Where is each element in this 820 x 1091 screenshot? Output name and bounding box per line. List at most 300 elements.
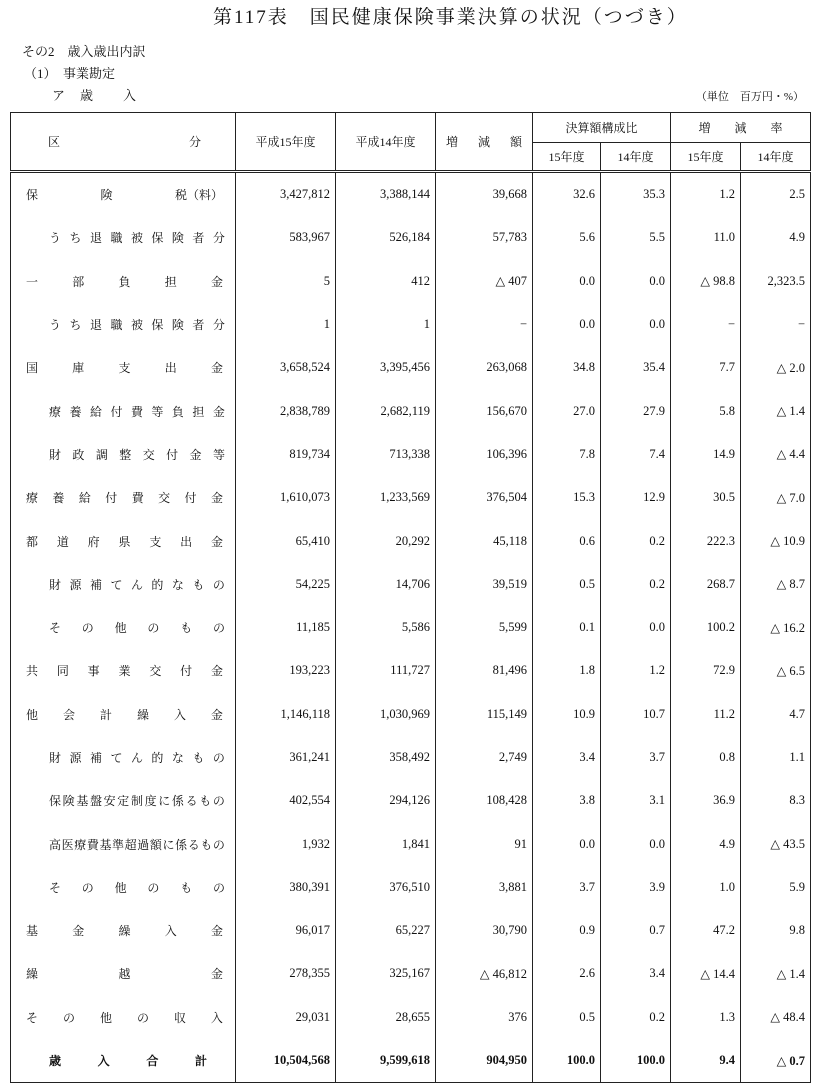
growth-fy15-value: 1.2 bbox=[671, 172, 741, 217]
label-glyph: て bbox=[110, 577, 123, 592]
label-glyph: 分 bbox=[188, 135, 201, 149]
row-label-cell bbox=[11, 606, 236, 649]
fy14-value: 358,492 bbox=[336, 736, 436, 779]
label-glyph: 療 bbox=[74, 837, 87, 852]
change-value: 904,950 bbox=[436, 1039, 533, 1083]
label-glyph: 府 bbox=[87, 534, 100, 549]
fy14-value: 65,227 bbox=[336, 909, 436, 952]
label-glyph: う bbox=[49, 231, 62, 246]
fy15-value: 3,427,812 bbox=[236, 172, 336, 217]
growth-fy15-value: 11.2 bbox=[671, 693, 741, 736]
table-row bbox=[11, 563, 811, 606]
label-glyph: の bbox=[62, 1010, 75, 1025]
revenue-table bbox=[10, 112, 811, 1083]
label-glyph: 他 bbox=[99, 1010, 112, 1025]
growth-fy14-value: △ 7.0 bbox=[741, 476, 811, 519]
fy14-value: 1,841 bbox=[336, 822, 436, 865]
fy14-value: 325,167 bbox=[336, 952, 436, 995]
change-value: 156,670 bbox=[436, 389, 533, 432]
label-glyph: も bbox=[192, 577, 205, 592]
composition-fy15-value: 34.8 bbox=[533, 346, 601, 389]
composition-fy15-value: 0.5 bbox=[533, 563, 601, 606]
label-glyph: 保 bbox=[151, 318, 164, 333]
change-value: 263,068 bbox=[436, 346, 533, 389]
label-glyph: 金 bbox=[210, 491, 223, 506]
composition-fy14-value: 3.1 bbox=[601, 779, 671, 822]
composition-fy15-value: 2.6 bbox=[533, 952, 601, 995]
row-label-cell bbox=[11, 952, 236, 995]
row-label-cell bbox=[11, 1039, 236, 1083]
change-value: 115,149 bbox=[436, 693, 533, 736]
label-glyph: 財 bbox=[49, 447, 62, 462]
growth-fy15-value: 47.2 bbox=[671, 909, 741, 952]
label-glyph: 交 bbox=[149, 664, 162, 679]
fy15-value: 10,504,568 bbox=[236, 1039, 336, 1083]
growth-fy14-value: 5.9 bbox=[741, 866, 811, 909]
fy15-value: 583,967 bbox=[236, 216, 336, 259]
fy14-value: 526,184 bbox=[336, 216, 436, 259]
label-glyph: 補 bbox=[89, 577, 102, 592]
row-label bbox=[49, 749, 225, 766]
label-glyph: の bbox=[212, 880, 225, 895]
composition-fy15-value: 0.5 bbox=[533, 996, 601, 1039]
table-row bbox=[11, 172, 811, 217]
label-glyph: 金 bbox=[189, 447, 202, 462]
composition-fy15-value: 0.0 bbox=[533, 303, 601, 346]
label-glyph: 繰 bbox=[26, 967, 39, 982]
composition-fy15-value: 3.4 bbox=[533, 736, 601, 779]
row-label-cell bbox=[11, 866, 236, 909]
growth-fy14-value: △ 6.5 bbox=[741, 649, 811, 692]
label-glyph: 養 bbox=[69, 404, 82, 419]
fy14-value: 111,727 bbox=[336, 649, 436, 692]
label-glyph: 金 bbox=[210, 707, 223, 722]
growth-fy15-value: 1.3 bbox=[671, 996, 741, 1039]
composition-fy14-value: 35.4 bbox=[601, 346, 671, 389]
table-header bbox=[11, 113, 811, 172]
table-row bbox=[11, 952, 811, 995]
label-glyph: る bbox=[185, 794, 198, 809]
growth-fy14-value: △ 8.7 bbox=[741, 563, 811, 606]
label-glyph: 他 bbox=[114, 880, 127, 895]
label-glyph: 険 bbox=[171, 318, 184, 333]
row-label bbox=[26, 1009, 223, 1026]
label-glyph: そ bbox=[26, 1010, 39, 1025]
composition-fy15-value: 0.9 bbox=[533, 909, 601, 952]
table-row bbox=[11, 779, 811, 822]
change-value: 106,396 bbox=[436, 433, 533, 476]
label-glyph: 費 bbox=[130, 404, 143, 419]
label-glyph: に bbox=[162, 837, 175, 852]
table-row bbox=[11, 216, 811, 259]
label-glyph: 減 bbox=[734, 121, 747, 135]
item-title bbox=[80, 87, 136, 105]
growth-fy14-value: 1.1 bbox=[741, 736, 811, 779]
composition-fy14-value: 12.9 bbox=[601, 476, 671, 519]
table-row bbox=[11, 693, 811, 736]
label-glyph: 額 bbox=[149, 837, 162, 852]
growth-fy15-value: − bbox=[671, 303, 741, 346]
unit-note: （単位 百万円・%） bbox=[695, 91, 804, 103]
label-glyph: ん bbox=[130, 577, 143, 592]
fy15-value: 402,554 bbox=[236, 779, 336, 822]
composition-fy14-value: 0.0 bbox=[601, 260, 671, 303]
header-fy15: 平成15年度 bbox=[236, 113, 336, 172]
growth-fy14-value: △ 10.9 bbox=[741, 519, 811, 562]
growth-fy15-value: △ 14.4 bbox=[671, 952, 741, 995]
row-label bbox=[49, 403, 225, 420]
label-glyph: 付 bbox=[184, 491, 197, 506]
label-glyph: 政 bbox=[72, 447, 85, 462]
label-glyph: 歳 bbox=[49, 1054, 62, 1069]
label-glyph: 被 bbox=[130, 318, 143, 333]
composition-fy15-value: 3.8 bbox=[533, 779, 601, 822]
composition-fy15-value: 3.7 bbox=[533, 866, 601, 909]
fy15-value: 65,410 bbox=[236, 519, 336, 562]
label-glyph: 庫 bbox=[72, 361, 85, 376]
total-row bbox=[11, 1039, 811, 1083]
table-row bbox=[11, 260, 811, 303]
label-glyph: 金 bbox=[72, 924, 85, 939]
fy14-value: 294,126 bbox=[336, 779, 436, 822]
header-growth bbox=[671, 113, 811, 143]
label-glyph: 者 bbox=[192, 231, 205, 246]
label-glyph: 定 bbox=[117, 794, 130, 809]
label-glyph: 繰 bbox=[118, 924, 131, 939]
growth-fy15-value: 30.5 bbox=[671, 476, 741, 519]
label-glyph: 補 bbox=[89, 751, 102, 765]
row-label bbox=[26, 359, 223, 376]
label-glyph: 負 bbox=[118, 274, 131, 289]
row-label-cell bbox=[11, 346, 236, 389]
row-label-cell bbox=[11, 260, 236, 303]
fy15-value: 2,838,789 bbox=[236, 389, 336, 432]
growth-fy14-value: 4.7 bbox=[741, 693, 811, 736]
composition-fy15-value: 10.9 bbox=[533, 693, 601, 736]
header-growth-fy14: 14年度 bbox=[741, 143, 811, 172]
fy14-value: 5,586 bbox=[336, 606, 436, 649]
label-glyph: 金 bbox=[210, 924, 223, 939]
label-glyph: 分 bbox=[212, 231, 225, 246]
label-glyph: の bbox=[212, 751, 225, 765]
growth-fy15-value: 9.4 bbox=[671, 1039, 741, 1083]
table-body bbox=[11, 172, 811, 1083]
row-label bbox=[26, 662, 223, 679]
label-glyph: 療 bbox=[49, 404, 62, 419]
change-value: 39,668 bbox=[436, 172, 533, 217]
label-glyph: 基 bbox=[99, 837, 112, 852]
label-glyph: 交 bbox=[142, 447, 155, 462]
composition-fy14-value: 0.2 bbox=[601, 563, 671, 606]
label-glyph: 業 bbox=[118, 664, 131, 679]
item-marker: ア bbox=[52, 88, 66, 103]
label-glyph: 付 bbox=[105, 491, 118, 506]
label-glyph: 入 bbox=[210, 1010, 223, 1025]
growth-fy14-value: 2,323.5 bbox=[741, 260, 811, 303]
label-glyph: 職 bbox=[110, 231, 123, 246]
label-glyph: 等 bbox=[212, 447, 225, 462]
composition-fy15-value: 1.8 bbox=[533, 649, 601, 692]
row-label bbox=[49, 619, 225, 636]
header-category bbox=[11, 113, 236, 172]
change-value: 376 bbox=[436, 996, 533, 1039]
label-glyph: も bbox=[180, 621, 193, 636]
header-row bbox=[11, 113, 811, 143]
row-label-cell bbox=[11, 303, 236, 346]
growth-fy14-value: 4.9 bbox=[741, 216, 811, 259]
fy14-value: 1,233,569 bbox=[336, 476, 436, 519]
composition-fy15-value: 100.0 bbox=[533, 1039, 601, 1083]
label-glyph: 金 bbox=[212, 404, 225, 419]
label-glyph: 的 bbox=[151, 577, 164, 592]
growth-fy14-value: △ 4.4 bbox=[741, 433, 811, 476]
label-glyph: 費 bbox=[86, 837, 99, 852]
change-value: 3,881 bbox=[436, 866, 533, 909]
fy15-value: 193,223 bbox=[236, 649, 336, 692]
row-label bbox=[26, 489, 223, 506]
composition-fy14-value: 10.7 bbox=[601, 693, 671, 736]
label-glyph: 増 bbox=[446, 135, 459, 149]
growth-fy15-value: 14.9 bbox=[671, 433, 741, 476]
label-glyph: 基 bbox=[26, 924, 39, 939]
change-value: 45,118 bbox=[436, 519, 533, 562]
growth-fy14-value: △ 0.7 bbox=[741, 1039, 811, 1083]
row-label bbox=[49, 229, 225, 246]
label-glyph: 道 bbox=[56, 534, 69, 549]
label-glyph: の bbox=[147, 621, 160, 636]
composition-fy14-value: 3.4 bbox=[601, 952, 671, 995]
fy14-value: 14,706 bbox=[336, 563, 436, 606]
table-row bbox=[11, 476, 811, 519]
label-glyph: 険 bbox=[100, 188, 113, 203]
composition-fy15-value: 15.3 bbox=[533, 476, 601, 519]
label-glyph: 係 bbox=[175, 837, 188, 852]
label-glyph: も bbox=[200, 837, 213, 852]
header-fy14: 平成14年度 bbox=[336, 113, 436, 172]
label-glyph: 盤 bbox=[89, 794, 102, 809]
change-value: 376,504 bbox=[436, 476, 533, 519]
fy15-value: 11,185 bbox=[236, 606, 336, 649]
label-glyph: 共 bbox=[26, 664, 39, 679]
row-label bbox=[49, 792, 225, 809]
composition-fy15-value: 32.6 bbox=[533, 172, 601, 217]
label-glyph: 職 bbox=[110, 318, 123, 333]
composition-fy15-value: 0.0 bbox=[533, 822, 601, 865]
label-glyph: の bbox=[81, 621, 94, 636]
composition-fy14-value: 0.0 bbox=[601, 303, 671, 346]
label-glyph: 入 bbox=[164, 924, 177, 939]
table-row bbox=[11, 433, 811, 476]
fy15-value: 3,658,524 bbox=[236, 346, 336, 389]
label-glyph: の bbox=[212, 577, 225, 592]
label-glyph: 会 bbox=[62, 707, 75, 722]
fy15-value: 1,610,073 bbox=[236, 476, 336, 519]
label-glyph: 財 bbox=[49, 751, 62, 765]
composition-fy14-value: 0.0 bbox=[601, 822, 671, 865]
label-glyph: 県 bbox=[118, 534, 131, 549]
composition-fy14-value: 35.3 bbox=[601, 172, 671, 217]
growth-fy15-value: 1.0 bbox=[671, 866, 741, 909]
label-glyph: の bbox=[147, 880, 160, 895]
label-glyph: 金 bbox=[210, 664, 223, 679]
label-glyph: 担 bbox=[164, 274, 177, 289]
header-category-label bbox=[48, 133, 201, 150]
row-label-cell bbox=[11, 216, 236, 259]
composition-fy14-value: 3.7 bbox=[601, 736, 671, 779]
table-row bbox=[11, 303, 811, 346]
label-glyph: 等 bbox=[151, 404, 164, 419]
label-glyph: 調 bbox=[95, 447, 108, 462]
label-glyph: 率 bbox=[770, 121, 783, 135]
label-glyph: 計 bbox=[99, 707, 112, 722]
label-glyph: 的 bbox=[151, 751, 164, 765]
row-label bbox=[26, 533, 223, 550]
label-glyph: な bbox=[171, 577, 184, 592]
table-row bbox=[11, 389, 811, 432]
label-glyph: の bbox=[212, 621, 225, 636]
label-glyph: 他 bbox=[114, 621, 127, 636]
label-glyph: 退 bbox=[89, 231, 102, 246]
growth-fy15-value: 222.3 bbox=[671, 519, 741, 562]
composition-fy14-value: 5.5 bbox=[601, 216, 671, 259]
row-label bbox=[26, 965, 223, 982]
composition-fy14-value: 27.9 bbox=[601, 389, 671, 432]
fy15-value: 29,031 bbox=[236, 996, 336, 1039]
growth-fy14-value: △ 16.2 bbox=[741, 606, 811, 649]
fy14-value: 412 bbox=[336, 260, 436, 303]
label-glyph: 越 bbox=[118, 967, 131, 982]
label-glyph: 基 bbox=[76, 794, 89, 809]
change-value: △ 46,812 bbox=[436, 952, 533, 995]
label-glyph: 入 bbox=[122, 88, 136, 103]
page-title: 第117表 国民健康保険事業決算の状況（つづき） bbox=[213, 7, 688, 28]
label-glyph: 交 bbox=[158, 491, 171, 506]
header-change bbox=[436, 113, 533, 172]
label-glyph: 収 bbox=[173, 1010, 186, 1025]
label-glyph: 保 bbox=[49, 794, 62, 809]
label-glyph: 源 bbox=[69, 577, 82, 592]
label-glyph: の bbox=[81, 880, 94, 895]
table-row bbox=[11, 519, 811, 562]
fy15-value: 819,734 bbox=[236, 433, 336, 476]
table-row bbox=[11, 736, 811, 779]
label-glyph: 支 bbox=[149, 534, 162, 549]
label-glyph: 費 bbox=[131, 491, 144, 506]
row-label-cell bbox=[11, 779, 236, 822]
growth-fy14-value: 9.8 bbox=[741, 909, 811, 952]
table-row bbox=[11, 346, 811, 389]
label-glyph: る bbox=[187, 837, 200, 852]
header-growth-fy15: 15年度 bbox=[671, 143, 741, 172]
label-glyph: 安 bbox=[103, 794, 116, 809]
label-glyph: に bbox=[158, 794, 171, 809]
label-glyph: 医 bbox=[61, 837, 74, 852]
row-label-cell bbox=[11, 822, 236, 865]
growth-fy14-value: 2.5 bbox=[741, 172, 811, 217]
fy14-value: 376,510 bbox=[336, 866, 436, 909]
fy15-value: 1,146,118 bbox=[236, 693, 336, 736]
label-glyph: そ bbox=[49, 621, 62, 636]
label-glyph: 減 bbox=[477, 135, 490, 149]
label-glyph: 国 bbox=[26, 361, 39, 376]
label-glyph: 事 bbox=[87, 664, 100, 679]
label-glyph: 給 bbox=[78, 491, 91, 506]
label-glyph: 超 bbox=[124, 837, 137, 852]
label-glyph: ん bbox=[130, 751, 143, 765]
label-glyph: 額 bbox=[509, 135, 522, 149]
label-glyph: 都 bbox=[26, 534, 39, 549]
row-label-cell bbox=[11, 649, 236, 692]
fy14-value: 1,030,969 bbox=[336, 693, 436, 736]
label-glyph: ち bbox=[69, 318, 82, 333]
label-glyph: 準 bbox=[112, 837, 125, 852]
fy15-value: 54,225 bbox=[236, 563, 336, 606]
composition-fy15-value: 5.6 bbox=[533, 216, 601, 259]
fy14-value: 9,599,618 bbox=[336, 1039, 436, 1083]
row-label bbox=[26, 273, 223, 290]
table-row bbox=[11, 606, 811, 649]
section-heading: その2 歳入歳出内訳 bbox=[22, 44, 146, 59]
label-glyph: ち bbox=[69, 231, 82, 246]
header-growth-label bbox=[699, 119, 783, 136]
label-glyph: 高 bbox=[49, 837, 62, 852]
label-glyph: 整 bbox=[119, 447, 132, 462]
row-label-cell bbox=[11, 519, 236, 562]
row-label bbox=[26, 922, 223, 939]
label-glyph: 歳 bbox=[80, 88, 94, 103]
label-glyph: 出 bbox=[164, 361, 177, 376]
label-glyph: 付 bbox=[166, 447, 179, 462]
label-glyph: 退 bbox=[89, 318, 102, 333]
table-row bbox=[11, 649, 811, 692]
fy15-value: 361,241 bbox=[236, 736, 336, 779]
label-glyph: 保 bbox=[151, 231, 164, 246]
change-value: 108,428 bbox=[436, 779, 533, 822]
label-glyph: 源 bbox=[69, 751, 82, 765]
label-glyph: 増 bbox=[698, 121, 711, 135]
label-glyph: も bbox=[192, 751, 205, 765]
composition-fy14-value: 0.2 bbox=[601, 996, 671, 1039]
header-composition: 決算額構成比 bbox=[533, 113, 671, 143]
change-value: 5,599 bbox=[436, 606, 533, 649]
subsection-heading: （1） 事業勘定 bbox=[24, 66, 116, 81]
growth-fy14-value: △ 1.4 bbox=[741, 952, 811, 995]
growth-fy14-value: △ 2.0 bbox=[741, 346, 811, 389]
fy14-value: 3,388,144 bbox=[336, 172, 436, 217]
label-glyph: 給 bbox=[89, 404, 102, 419]
label-glyph: 合 bbox=[146, 1054, 159, 1069]
label-glyph: 係 bbox=[171, 794, 184, 809]
row-label bbox=[49, 836, 225, 853]
fy15-value: 96,017 bbox=[236, 909, 336, 952]
label-glyph: 金 bbox=[210, 274, 223, 289]
label-glyph: 険 bbox=[62, 794, 75, 809]
composition-fy14-value: 0.2 bbox=[601, 519, 671, 562]
label-glyph: 一 bbox=[26, 274, 39, 289]
label-glyph: 財 bbox=[49, 577, 62, 592]
fy14-value: 20,292 bbox=[336, 519, 436, 562]
label-glyph: 度 bbox=[144, 794, 157, 809]
label-glyph: 入 bbox=[97, 1054, 110, 1069]
label-glyph: 金 bbox=[210, 534, 223, 549]
label-glyph: 療 bbox=[26, 491, 39, 506]
growth-fy15-value: 100.2 bbox=[671, 606, 741, 649]
table-row bbox=[11, 822, 811, 865]
row-label bbox=[49, 446, 225, 463]
row-label bbox=[49, 879, 225, 896]
row-label-cell bbox=[11, 736, 236, 779]
fy15-value: 380,391 bbox=[236, 866, 336, 909]
